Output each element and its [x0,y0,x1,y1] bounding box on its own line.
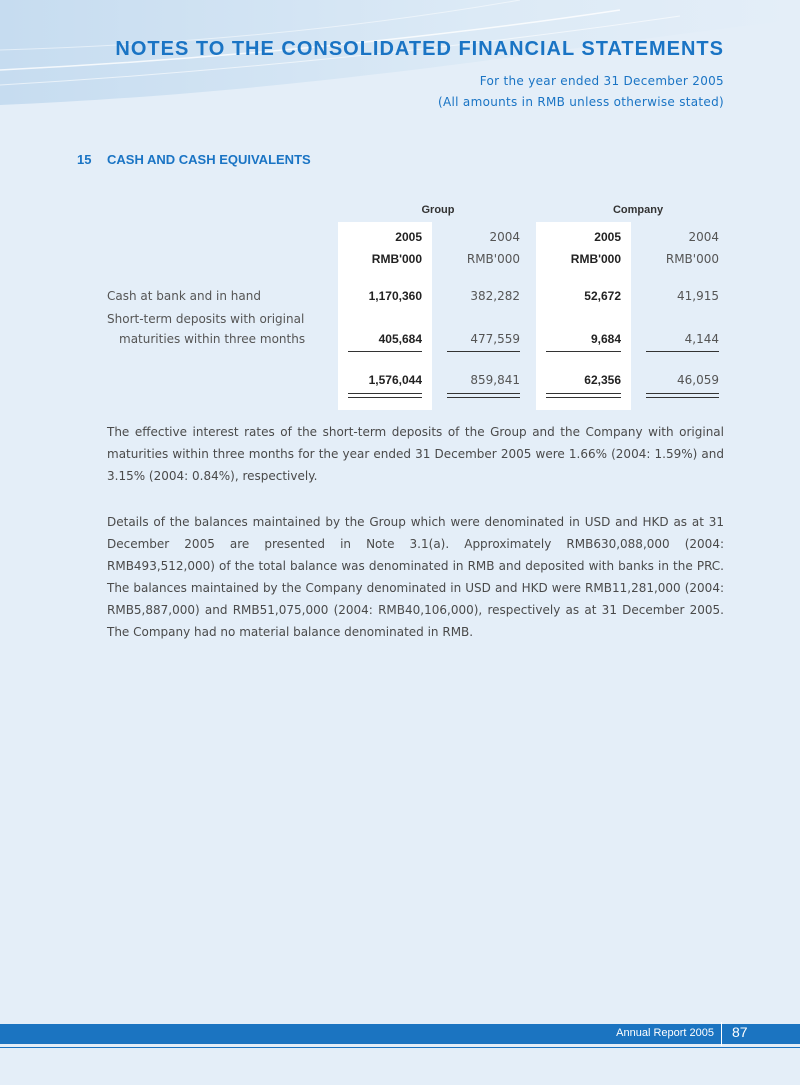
total-double-rule [447,397,520,398]
currency-subtitle: (All amounts in RMB unless otherwise stated) [438,95,724,109]
interest-rate-paragraph: The effective interest rates of the short-term deposits of the Group and the Company with original maturities within three months for the year ended 31 December 2005 were 1.66% (2004: 1.59%) and 3.15% (2004: 0.84%), respectively. [107,425,724,483]
footer-separator [721,1022,722,1046]
subtotal-rule [546,351,621,352]
total-double-rule [348,393,422,394]
total-cell: 1,576,044 [368,373,422,387]
period-subtitle: For the year ended 31 December 2005 [479,74,724,88]
total-cell: 62,356 [584,373,621,387]
cell: 405,684 [378,332,422,346]
total-cell: 859,841 [470,373,520,387]
total-cell: 46,059 [677,373,719,387]
cell: 4,144 [684,332,719,346]
footer-report-name: Annual Report 2005 [616,1027,714,1039]
year-header-company-2004: 2004 [688,230,719,244]
cell: 382,282 [470,289,520,303]
company-header: Company [612,204,664,216]
footer-rule [0,1047,800,1048]
cell: 9,684 [590,332,621,346]
total-double-rule [447,393,520,394]
total-double-rule [646,397,719,398]
section-number: 15 [77,152,92,167]
cell: 477,559 [470,332,520,346]
subtotal-rule [447,351,520,352]
unit-header-group-2005: RMB'000 [371,252,422,266]
cell: 1,170,360 [368,289,422,303]
group-header: Group [421,204,455,216]
cell: 52,672 [584,289,621,303]
total-double-rule [348,397,422,398]
page-number: 87 [732,1024,748,1040]
year-header-company-2005: 2005 [594,230,621,244]
subtotal-rule [646,351,719,352]
unit-header-company-2005: RMB'000 [570,252,621,266]
row-label-maturities: maturities within three months [119,332,306,346]
unit-header-group-2004: RMB'000 [466,252,520,266]
row-label-deposits: Short-term deposits with original [107,312,305,326]
total-double-rule [546,393,621,394]
total-double-rule [546,397,621,398]
year-header-group-2005: 2005 [395,230,422,244]
balances-paragraph: Details of the balances maintained by the Group which were denominated in USD and HKD as at 31 December 2005 are presented in Note 3.1(a). Approximately RMB630,088,000 (2004: RMB493,512,000) of the total balance was denominated in RMB and deposited with banks in the PRC. The balances maintained by the Company denominated in USD and HKD were RMB11,281,000 (2004: RMB5,887,000) and RMB51,075,000 (2004: RMB40,106,000), respectively as at 31 December 2005. The Company had no material balance denominated in RMB. [107,515,724,639]
row-label-cash: Cash at bank and in hand [107,289,261,303]
total-double-rule [646,393,719,394]
unit-header-company-2004: RMB'000 [665,252,719,266]
section-title: CASH AND CASH EQUIVALENTS [107,152,311,167]
cell: 41,915 [677,289,719,303]
year-header-group-2004: 2004 [489,230,520,244]
subtotal-rule [348,351,422,352]
page-title: NOTES TO THE CONSOLIDATED FINANCIAL STATEMENTS [115,38,724,60]
